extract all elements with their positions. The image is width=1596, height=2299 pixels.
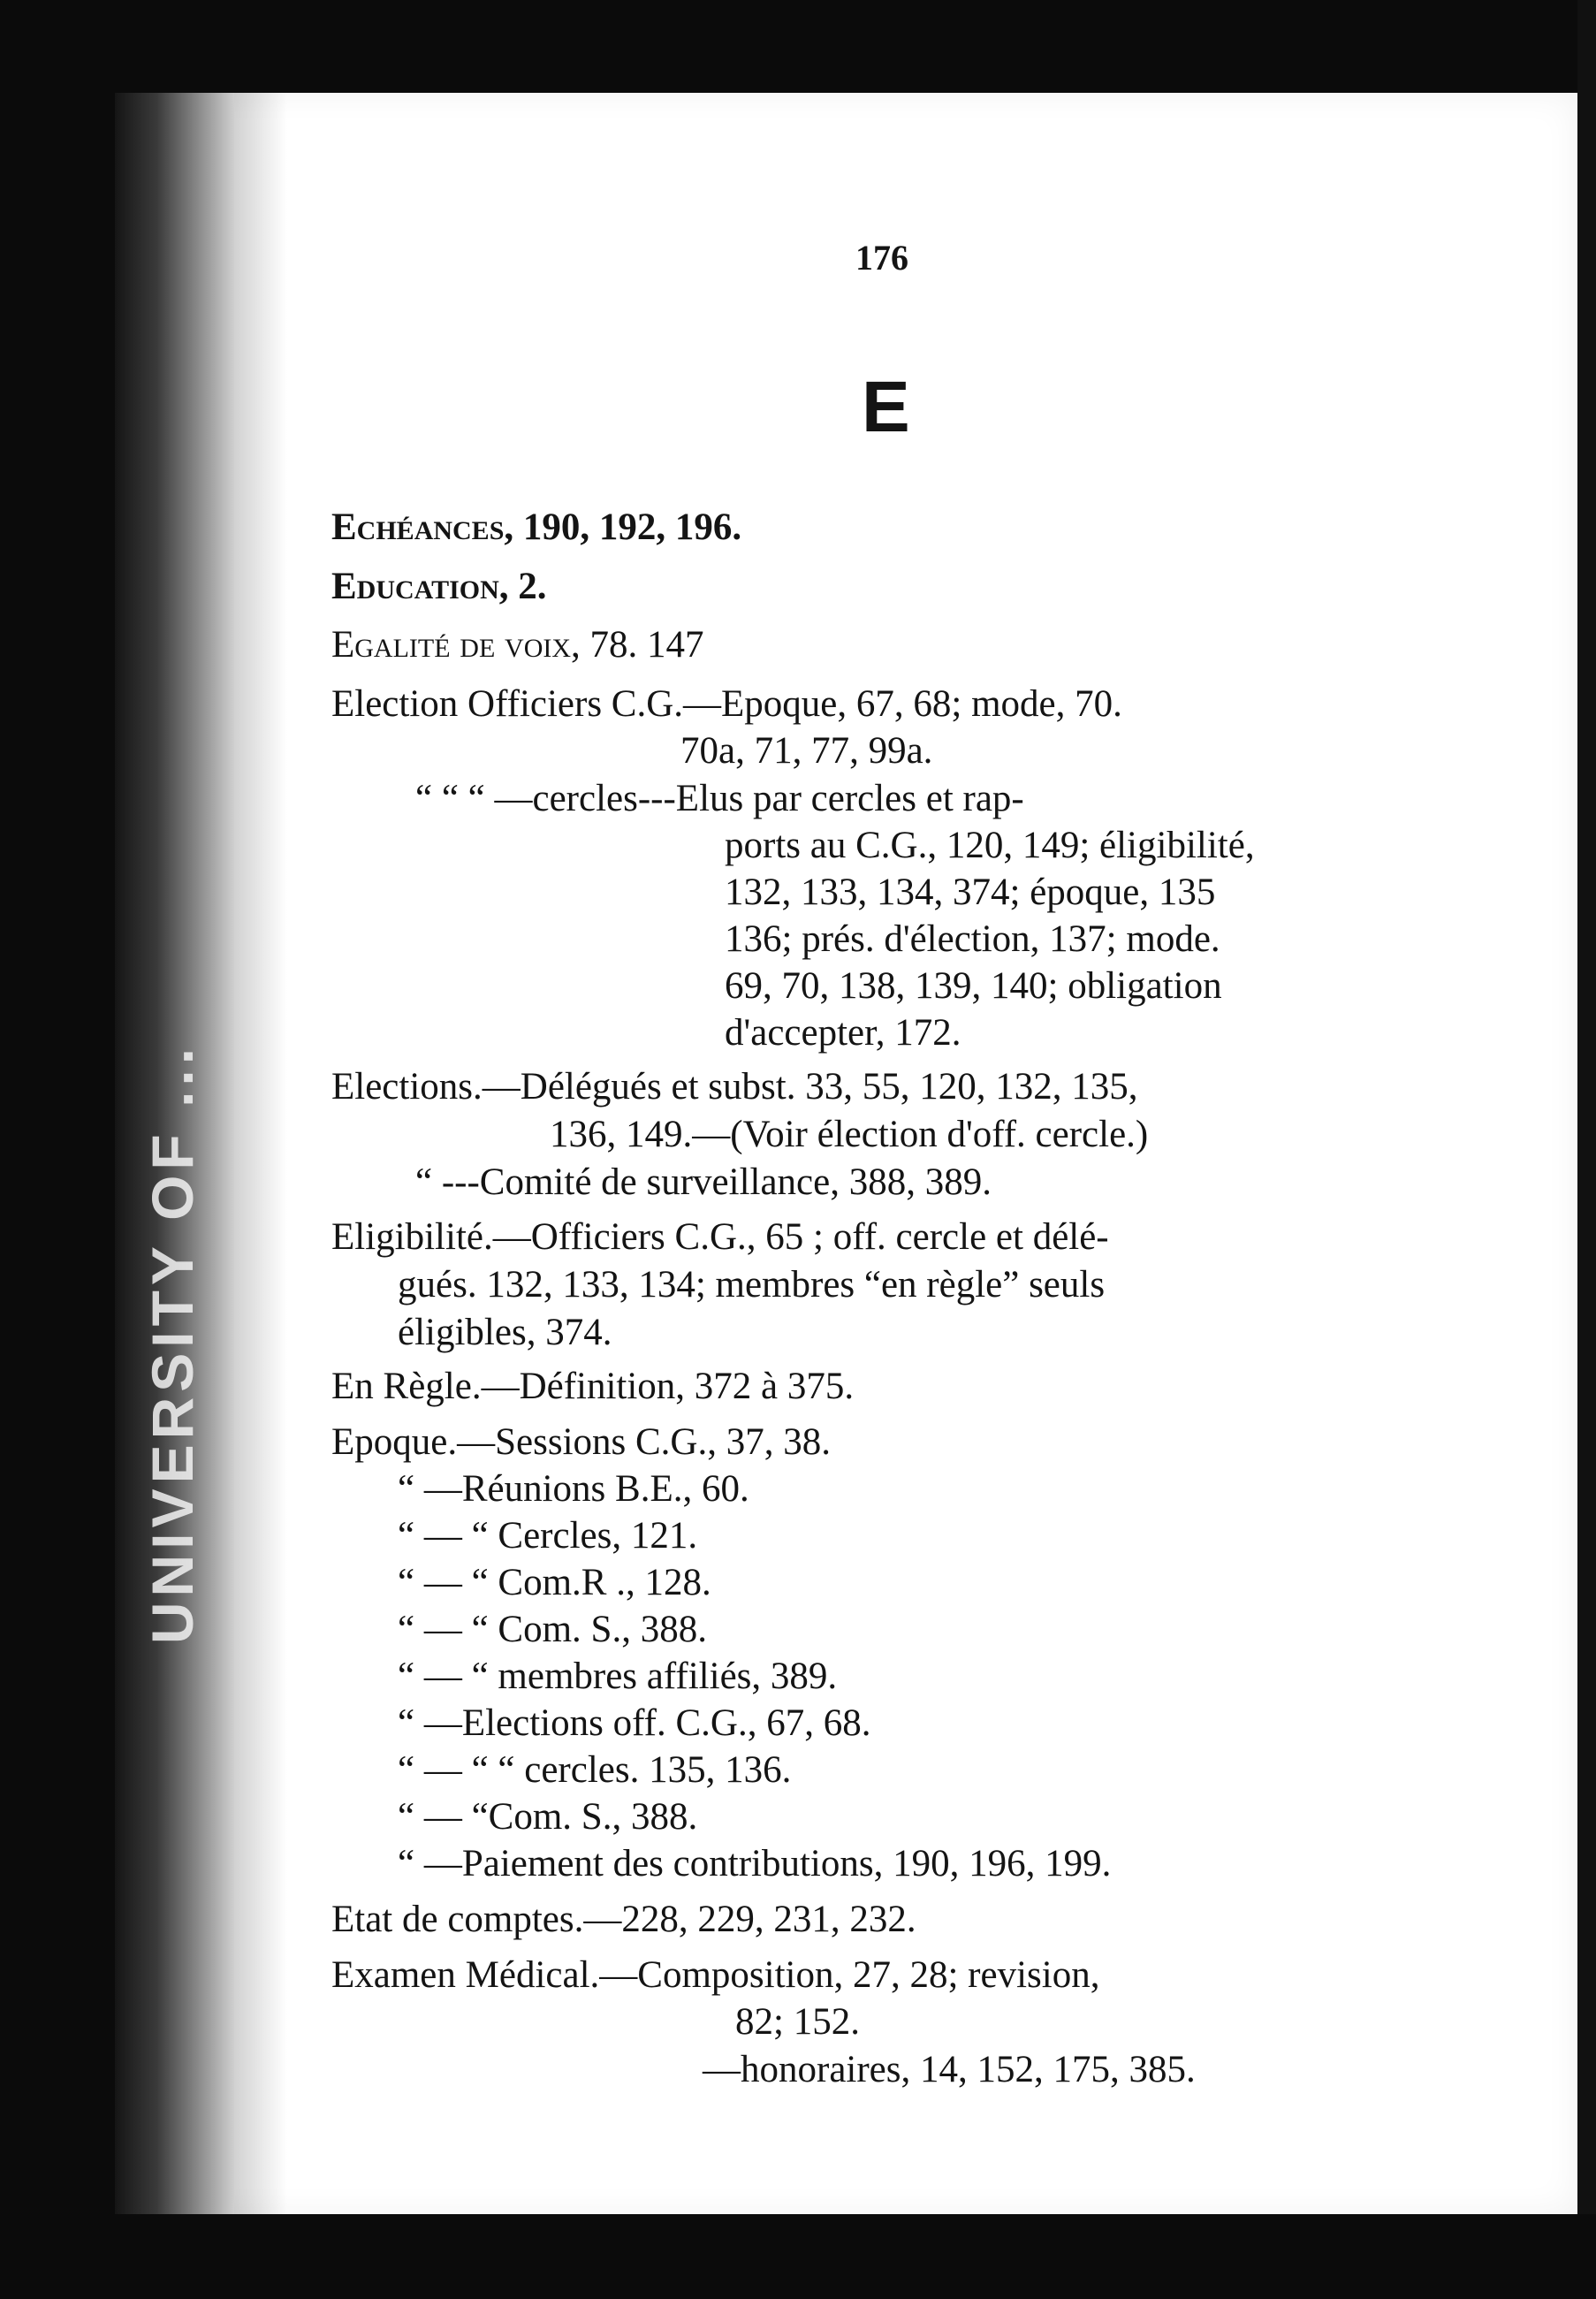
index-line: 136; prés. d'élection, 137; mode. bbox=[725, 918, 1220, 960]
index-line: gués. 132, 133, 134; membres “en règle” seuls bbox=[398, 1264, 1106, 1306]
index-line: —honoraires, 14, 152, 175, 385. bbox=[703, 2049, 1196, 2090]
gutter-shadow bbox=[234, 93, 287, 2214]
library-stamp-text: UNIVERSITY OF ... bbox=[140, 1042, 205, 1645]
index-line: “ — “Com. S., 388. bbox=[398, 1796, 698, 1838]
index-line: 70a, 71, 77, 99a. bbox=[680, 730, 933, 772]
index-line: 132, 133, 134, 374; époque, 135 bbox=[725, 872, 1216, 913]
index-line: “ — “ Com. S., 388. bbox=[398, 1609, 707, 1650]
index-line: Education, 2. bbox=[331, 566, 547, 607]
index-line: éligibles, 374. bbox=[398, 1312, 612, 1353]
index-line: “ “ “ —cercles---Elus par cercles et rap- bbox=[415, 778, 1024, 819]
section-letter: E bbox=[862, 367, 910, 447]
index-line: “ — “ membres affiliés, 389. bbox=[398, 1656, 838, 1697]
library-stamp bbox=[133, 990, 212, 1697]
page-number: 176 bbox=[855, 238, 908, 278]
index-line: Election Officiers C.G.—Epoque, 67, 68; mode, 70. bbox=[331, 683, 1122, 725]
index-line: Echéances, 190, 192, 196. bbox=[331, 506, 742, 548]
index-line: Etat de comptes.—228, 229, 231, 232. bbox=[331, 1899, 916, 1940]
index-line: “ —Réunions B.E., 60. bbox=[398, 1468, 749, 1510]
index-line: “ —Elections off. C.G., 67, 68. bbox=[398, 1702, 871, 1744]
index-line: d'accepter, 172. bbox=[725, 1012, 961, 1054]
index-line: “ — “ Com.R ., 128. bbox=[398, 1562, 711, 1603]
index-line: “ — “ Cercles, 121. bbox=[398, 1515, 698, 1557]
scan-top-border bbox=[0, 0, 1596, 93]
index-line: “ — “ “ cercles. 135, 136. bbox=[398, 1749, 792, 1791]
index-line: “ —Paiement des contributions, 190, 196, 199. bbox=[398, 1843, 1112, 1884]
index-line: Epoque.—Sessions C.G., 37, 38. bbox=[331, 1421, 831, 1463]
index-line: Eligibilité.—Officiers C.G., 65 ; off. cercle et délé- bbox=[331, 1216, 1109, 1258]
index-line: ports au C.G., 120, 149; éligibilité, bbox=[725, 825, 1255, 866]
index-line: “ ---Comité de surveillance, 388, 389. bbox=[415, 1161, 992, 1203]
scan-bottom-border bbox=[0, 2214, 1596, 2299]
index-line: Examen Médical.—Composition, 27, 28; revision, bbox=[331, 1954, 1100, 1996]
index-line: Elections.—Délégués et subst. 33, 55, 120, 132, 135, bbox=[331, 1066, 1138, 1108]
index-line: Egalité de voix, 78. 147 bbox=[331, 624, 704, 666]
index-line: 136, 149.—(Voir élection d'off. cercle.) bbox=[550, 1114, 1149, 1155]
scan-right-border bbox=[1577, 0, 1596, 2299]
index-line: En Règle.—Définition, 372 à 375. bbox=[331, 1366, 855, 1407]
index-line: 69, 70, 138, 139, 140; obligation bbox=[725, 965, 1222, 1007]
index-line: 82; 152. bbox=[735, 2001, 860, 2043]
